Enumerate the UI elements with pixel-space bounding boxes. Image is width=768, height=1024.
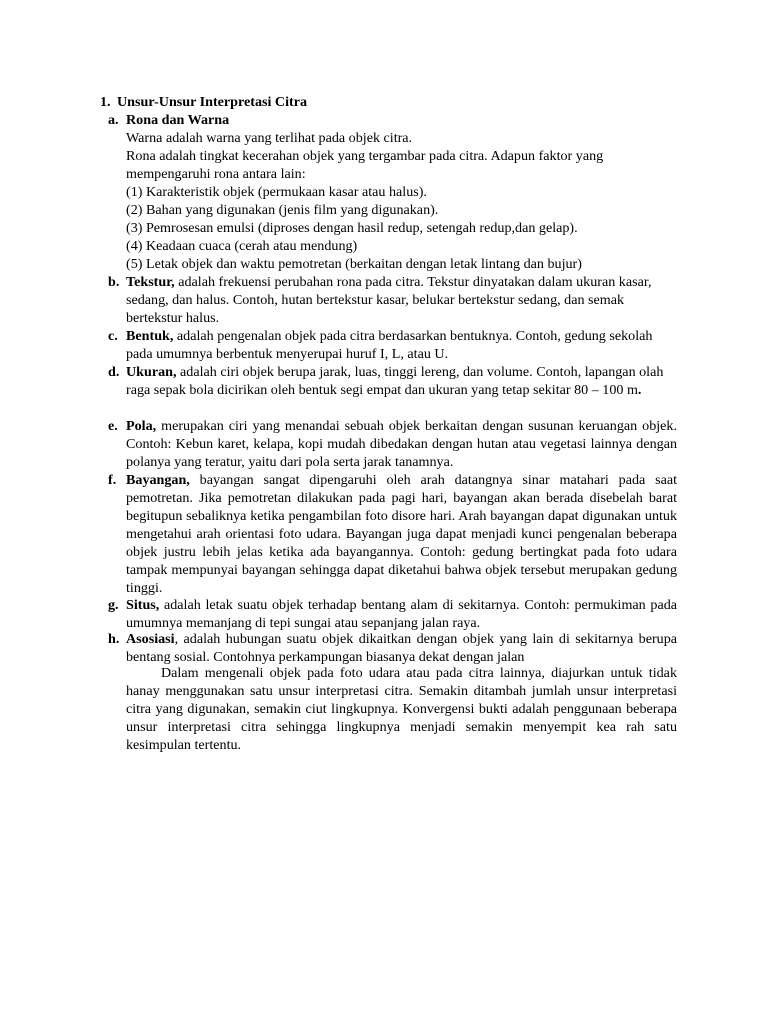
item-marker-e: e. [108, 418, 118, 434]
item-paragraph-h [126, 630, 677, 666]
item-text-h: , adalah hubungan suatu objek dikaitkan dengan objek yang lain di sekitarnya berupa bentang sosial. Contohnya perkampungan biasanya dekat dengan jalan [126, 631, 677, 665]
section-title: Unsur-Unsur Interpretasi Citra [117, 94, 308, 110]
item-a-factor-4: (4) Keadaan cuaca (cerah atau mendung) [126, 238, 358, 254]
item-marker-b: b. [108, 274, 120, 290]
item-paragraph-c [126, 327, 677, 363]
item-text-e: merupakan ciri yang menandai sebuah objek berkaitan dengan susunan keruangan objek. Contoh: Kebun karet, kelapa, kopi mudah dibedakan dengan hutan atau vegetasi lainnya dengan polanya yang teratur, yaitu dari pola serta jarak tanamnya. [126, 418, 677, 470]
item-paragraph-d [126, 363, 677, 399]
item-term-a: Rona dan Warna [126, 112, 230, 128]
item-paragraph-e [126, 417, 677, 471]
item-a-factor-5: (5) Letak objek dan waktu pemotretan (berkaitan dengan letak lintang dan bujur) [126, 256, 582, 272]
item-paragraph-g [126, 596, 677, 632]
item-a-factor-3: (3) Pemrosesan emulsi (diproses dengan hasil redup, setengah redup,dan gelap). [126, 220, 578, 236]
item-a-line-3: mempengaruhi rona antara lain: [126, 166, 306, 182]
item-a-factor-2: (2) Bahan yang digunakan (jenis film yang digunakan). [126, 202, 439, 218]
item-a-line-1: Warna adalah warna yang terlihat pada objek citra. [126, 130, 413, 146]
item-a-line-2: Rona adalah tingkat kecerahan objek yang tergambar pada citra. Adapun faktor yang [126, 148, 604, 164]
item-term-h: Asosiasi [126, 631, 175, 647]
item-term-f: Bayangan, [126, 472, 190, 488]
item-paragraph-f [126, 471, 677, 597]
closing-paragraph: Dalam mengenali objek pada foto udara atau pada citra lainnya, diajurkan untuk tidak hanay menggunakan satu unsur interpretasi citra. Semakin ditambah jumlah unsur interpretasi citra yang digunakan, semakin ciut lingkupnya. Konvergensi bukti adalah penggunaan beberapa unsur interpretasi citra sehingga lingkupnya menjadi semakin menyempit kea rah satu kesimpulan tertentu. [126, 665, 677, 753]
item-term-b: Tekstur, [126, 274, 175, 290]
item-marker-a: a. [108, 112, 119, 128]
item-term-c: Bentuk, [126, 328, 174, 344]
item-text-f: bayangan sangat dipengaruhi oleh arah datangnya sinar matahari pada saat pemotretan. Jika pemotretan dilakukan pada pagi hari, bayangan akan berada disebelah barat begitupun sebaliknya ketika pengambilan foto disore hari. Arah bayangan dapat digunakan untuk mengetahui arah orientasi foto udara. Bayangan juga dapat menjadi kunci pengenalan beberapa objek justru lebih jelas ketika ada bayangannya. Contoh: gedung bertingkat pada foto udara tampak mempunyai bayangan sehingga dapat diketahui bahwa objek tersebut merupakan gedung tinggi. [126, 472, 677, 596]
item-marker-h: h. [108, 631, 120, 647]
item-term-e: Pola, [126, 418, 157, 434]
item-text-c: adalah pengenalan objek pada citra berdasarkan bentuknya. Contoh, gedung sekolah pada umumnya berbentuk menyerupai huruf I, L, atau U. [126, 328, 653, 362]
item-marker-c: c. [108, 328, 118, 344]
item-tail-d: . [637, 382, 642, 398]
section-heading [100, 93, 307, 111]
item-term-g: Situs, [126, 597, 160, 613]
item-marker-d: d. [108, 364, 120, 380]
item-term-d: Ukuran, [126, 364, 177, 380]
section-number: 1. [100, 94, 111, 110]
item-paragraph-b [126, 273, 677, 327]
item-marker-f: f. [108, 472, 117, 488]
item-text-d: adalah ciri objek berupa jarak, luas, tinggi lereng, dan volume. Contoh, lapangan olah raga sepak bola dicirikan oleh bentuk segi empat dan ukuran yang tetap sekitar 80 – 100 m [126, 364, 664, 398]
item-text-g: adalah letak suatu objek terhadap bentang alam di sekitarnya. Contoh: permukiman pada umumnya memanjang di tepi sungai atau sepanjang jalan raya. [126, 597, 677, 631]
item-marker-g: g. [108, 597, 119, 613]
item-text-b: adalah frekuensi perubahan rona pada citra. Tekstur dinyatakan dalam ukuran kasar, sedang, dan halus. Contoh, hutan bertekstur kasar, belukar bertekstur sedang, dan semak bertekstur halus. [126, 274, 652, 326]
item-a-factor-1: (1) Karakteristik objek (permukaan kasar atau halus). [126, 184, 427, 200]
